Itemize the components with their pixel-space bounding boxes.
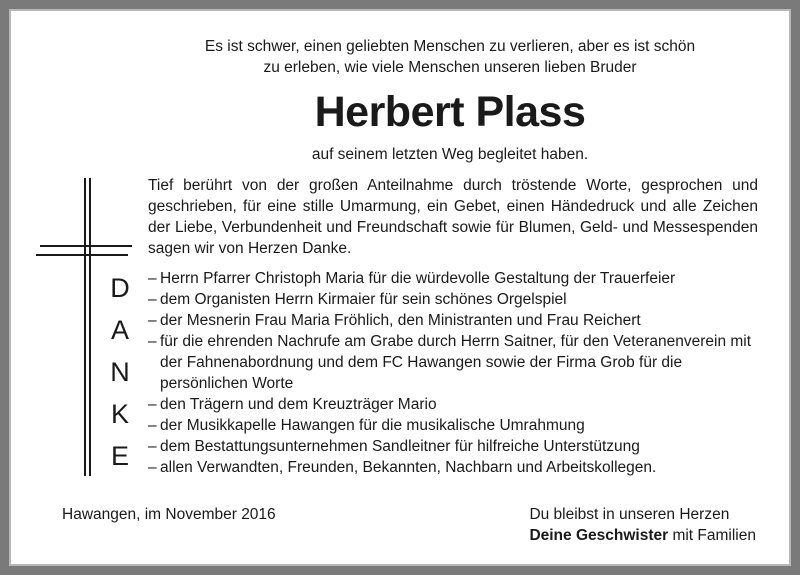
thanks-paragraph: Tief berührt von der großen Anteilnahme durch tröstende Worte, gesprochen und geschrieben, für eine stille Umarmung, ein Gebet, einen Händedruck und alle Zeichen der Liebe, Verbundenheit und Freundschaft sowie für Blumen, Geld- und Messespenden sagen wir von Herzen Danke. [148, 177, 758, 257]
place-date: Hawangen, im November 2016 [62, 506, 276, 523]
list-item: – für die ehrenden Nachrufe am Grabe durch Herrn Saitner, für den Veteranenverein mit der Fahnenabordnung und dem FC Hawangen sowie der Firma Grob für die persönlichen Worte [148, 333, 752, 392]
cross-icon-horizontal-2 [36, 254, 128, 256]
cross-icon-vertical [84, 178, 86, 476]
danke-vertical [100, 267, 140, 477]
dash: – [148, 417, 157, 434]
danke-letter: A [110, 315, 129, 345]
intro-line-1: Es ist schwer, einen geliebten Menschen zu verlieren, aber es ist schön [204, 38, 696, 55]
cross-icon-vertical-2 [89, 178, 91, 476]
list-item: – der Musikkapelle Hawangen für die musikalische Umrahmung [148, 417, 585, 434]
deceased-name: Herbert Plass [314, 88, 586, 136]
list-item: – der Mesnerin Frau Maria Fröhlich, den Ministranten und Frau Reichert [148, 312, 641, 329]
list-item: – Herrn Pfarrer Christoph Maria für die würdevolle Gestaltung der Trauerfeier [148, 270, 676, 287]
dash: – [148, 438, 157, 455]
danke-letter: N [110, 357, 130, 387]
thanks-list [148, 268, 768, 478]
list-item: – allen Verwandten, Freunden, Bekannten, Nachbarn und Arbeitskollegen. [148, 459, 657, 476]
danke-letter: D [110, 273, 130, 303]
signature [529, 504, 756, 546]
dash: – [148, 459, 157, 476]
intro-text [150, 36, 750, 78]
danke-letter: K [110, 399, 129, 429]
signature-line-2 [529, 525, 756, 546]
dash: – [148, 291, 157, 308]
list-item: – den Trägern und dem Kreuzträger Mario [148, 396, 437, 413]
signature-bold: Deine Geschwister [529, 527, 669, 544]
signature-rest: mit Familien [668, 527, 756, 544]
signature-line-1: Du bleibst in unseren Herzen [529, 506, 730, 523]
cross-icon-horizontal [40, 245, 132, 247]
list-item: – dem Organisten Herrn Kirmaier für sein schönes Orgelspiel [148, 291, 567, 308]
dash: – [148, 396, 157, 413]
danke-letter: E [110, 441, 129, 471]
intro-line-2: zu erleben, wie viele Menschen unseren lieben Bruder [263, 59, 637, 76]
dash: – [148, 270, 157, 287]
list-item: – dem Bestattungsunternehmen Sandleitner für hilfreiche Unterstützung [148, 438, 640, 455]
after-name-text: auf seinem letzten Weg begleitet haben. [311, 146, 589, 163]
dash: – [148, 312, 157, 329]
dash: – [148, 333, 157, 350]
